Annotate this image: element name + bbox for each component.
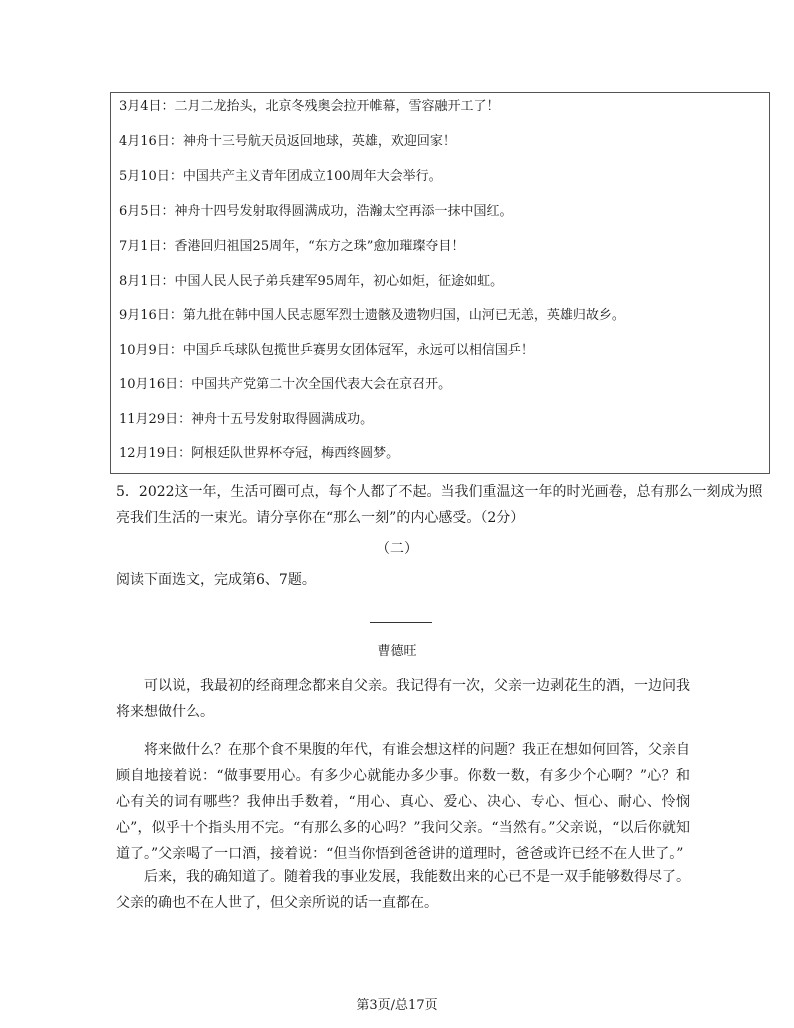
event-item: 10月9日：中国乒乓球队包揽世乒赛男女团体冠军，永远可以相信国乒！ — [119, 343, 534, 358]
event-item: 5月10日：中国共产主义青年团成立100周年大会举行。 — [119, 169, 442, 184]
event-item: 8月1日：中国人民人民子弟兵建军95周年，初心如炬，征途如虹。 — [119, 274, 504, 289]
event-item: 12月19日：阿根廷队世界杯夺冠，梅西终圆梦。 — [119, 446, 400, 461]
passage-paragraph: 后来，我的确知道了。随着我的事业发展，我能数出来的心已不是一双手能够数得尽了。父亲的确也不在人世了，但父亲所说的话一直都在。 — [116, 869, 690, 911]
event-item: 3月4日：二月二龙抬头，北京冬残奥会拉开帷幕，雪容融开工了！ — [119, 99, 500, 114]
section-heading: （二） — [376, 541, 418, 557]
passage-paragraph: 可以说，我最初的经商理念都来自父亲。我记得有一次，父亲一边剥花生的酒，一边问我将来想做什么。 — [116, 678, 690, 720]
passage-paragraph: 将来做什么？在那个食不果腹的年代，有谁会想这样的问题？我正在想如何回答，父亲自顾自地接着说：“做事要用心。有多少心就能办多少事。你数一数，有多少个心啊？”心？和心有关的词有哪些？我伸出手数着，“用心、真心、爱心、决心、专心、恒心、耐心、怜悯心”，似乎十个指头用不完。“有那么多的心吗？”我问父亲。“当然有。”父亲说，“以后你就知道了。”父亲喝了一口酒，接着说：“但当你悟到爸爸讲的道理时，爸爸或许已经不在人世了。” — [116, 742, 690, 862]
event-item: 11月29日：神舟十五号发射取得圆满成功。 — [119, 412, 374, 427]
event-item: 6月5日：神舟十四号发射取得圆满成功，浩瀚太空再添一抹中国红。 — [119, 204, 513, 219]
event-item: 7月1日：香港回归祖国25周年，“东方之珠”愈加璀璨夺目！ — [119, 239, 465, 254]
event-item: 4月16日：神舟十三号航天员返回地球，英雄，欢迎回家！ — [119, 134, 456, 149]
author-name: 曹德旺 — [377, 644, 417, 659]
event-item: 10月16日：中国共产党第二十次全国代表大会在京召开。 — [119, 377, 452, 392]
event-item: 9月16日：第九批在韩中国人民志愿军烈士遗骸及遗物归国，山河已无恙，英雄归故乡。 — [119, 308, 625, 323]
page-number: 第3页/总17页 — [356, 998, 438, 1013]
reading-instruction: 阅读下面选文，完成第6、7题。 — [116, 572, 316, 588]
events-box — [110, 92, 770, 474]
title-blank-line — [370, 622, 432, 623]
question-5: 5．2022这一年，生活可圈可点，每个人都了不起。当我们重温这一年的时光画卷，总有那么一刻成为照亮我们生活的一束光。请分享你在“那么一刻”的内心感受。（2分） — [116, 484, 763, 526]
